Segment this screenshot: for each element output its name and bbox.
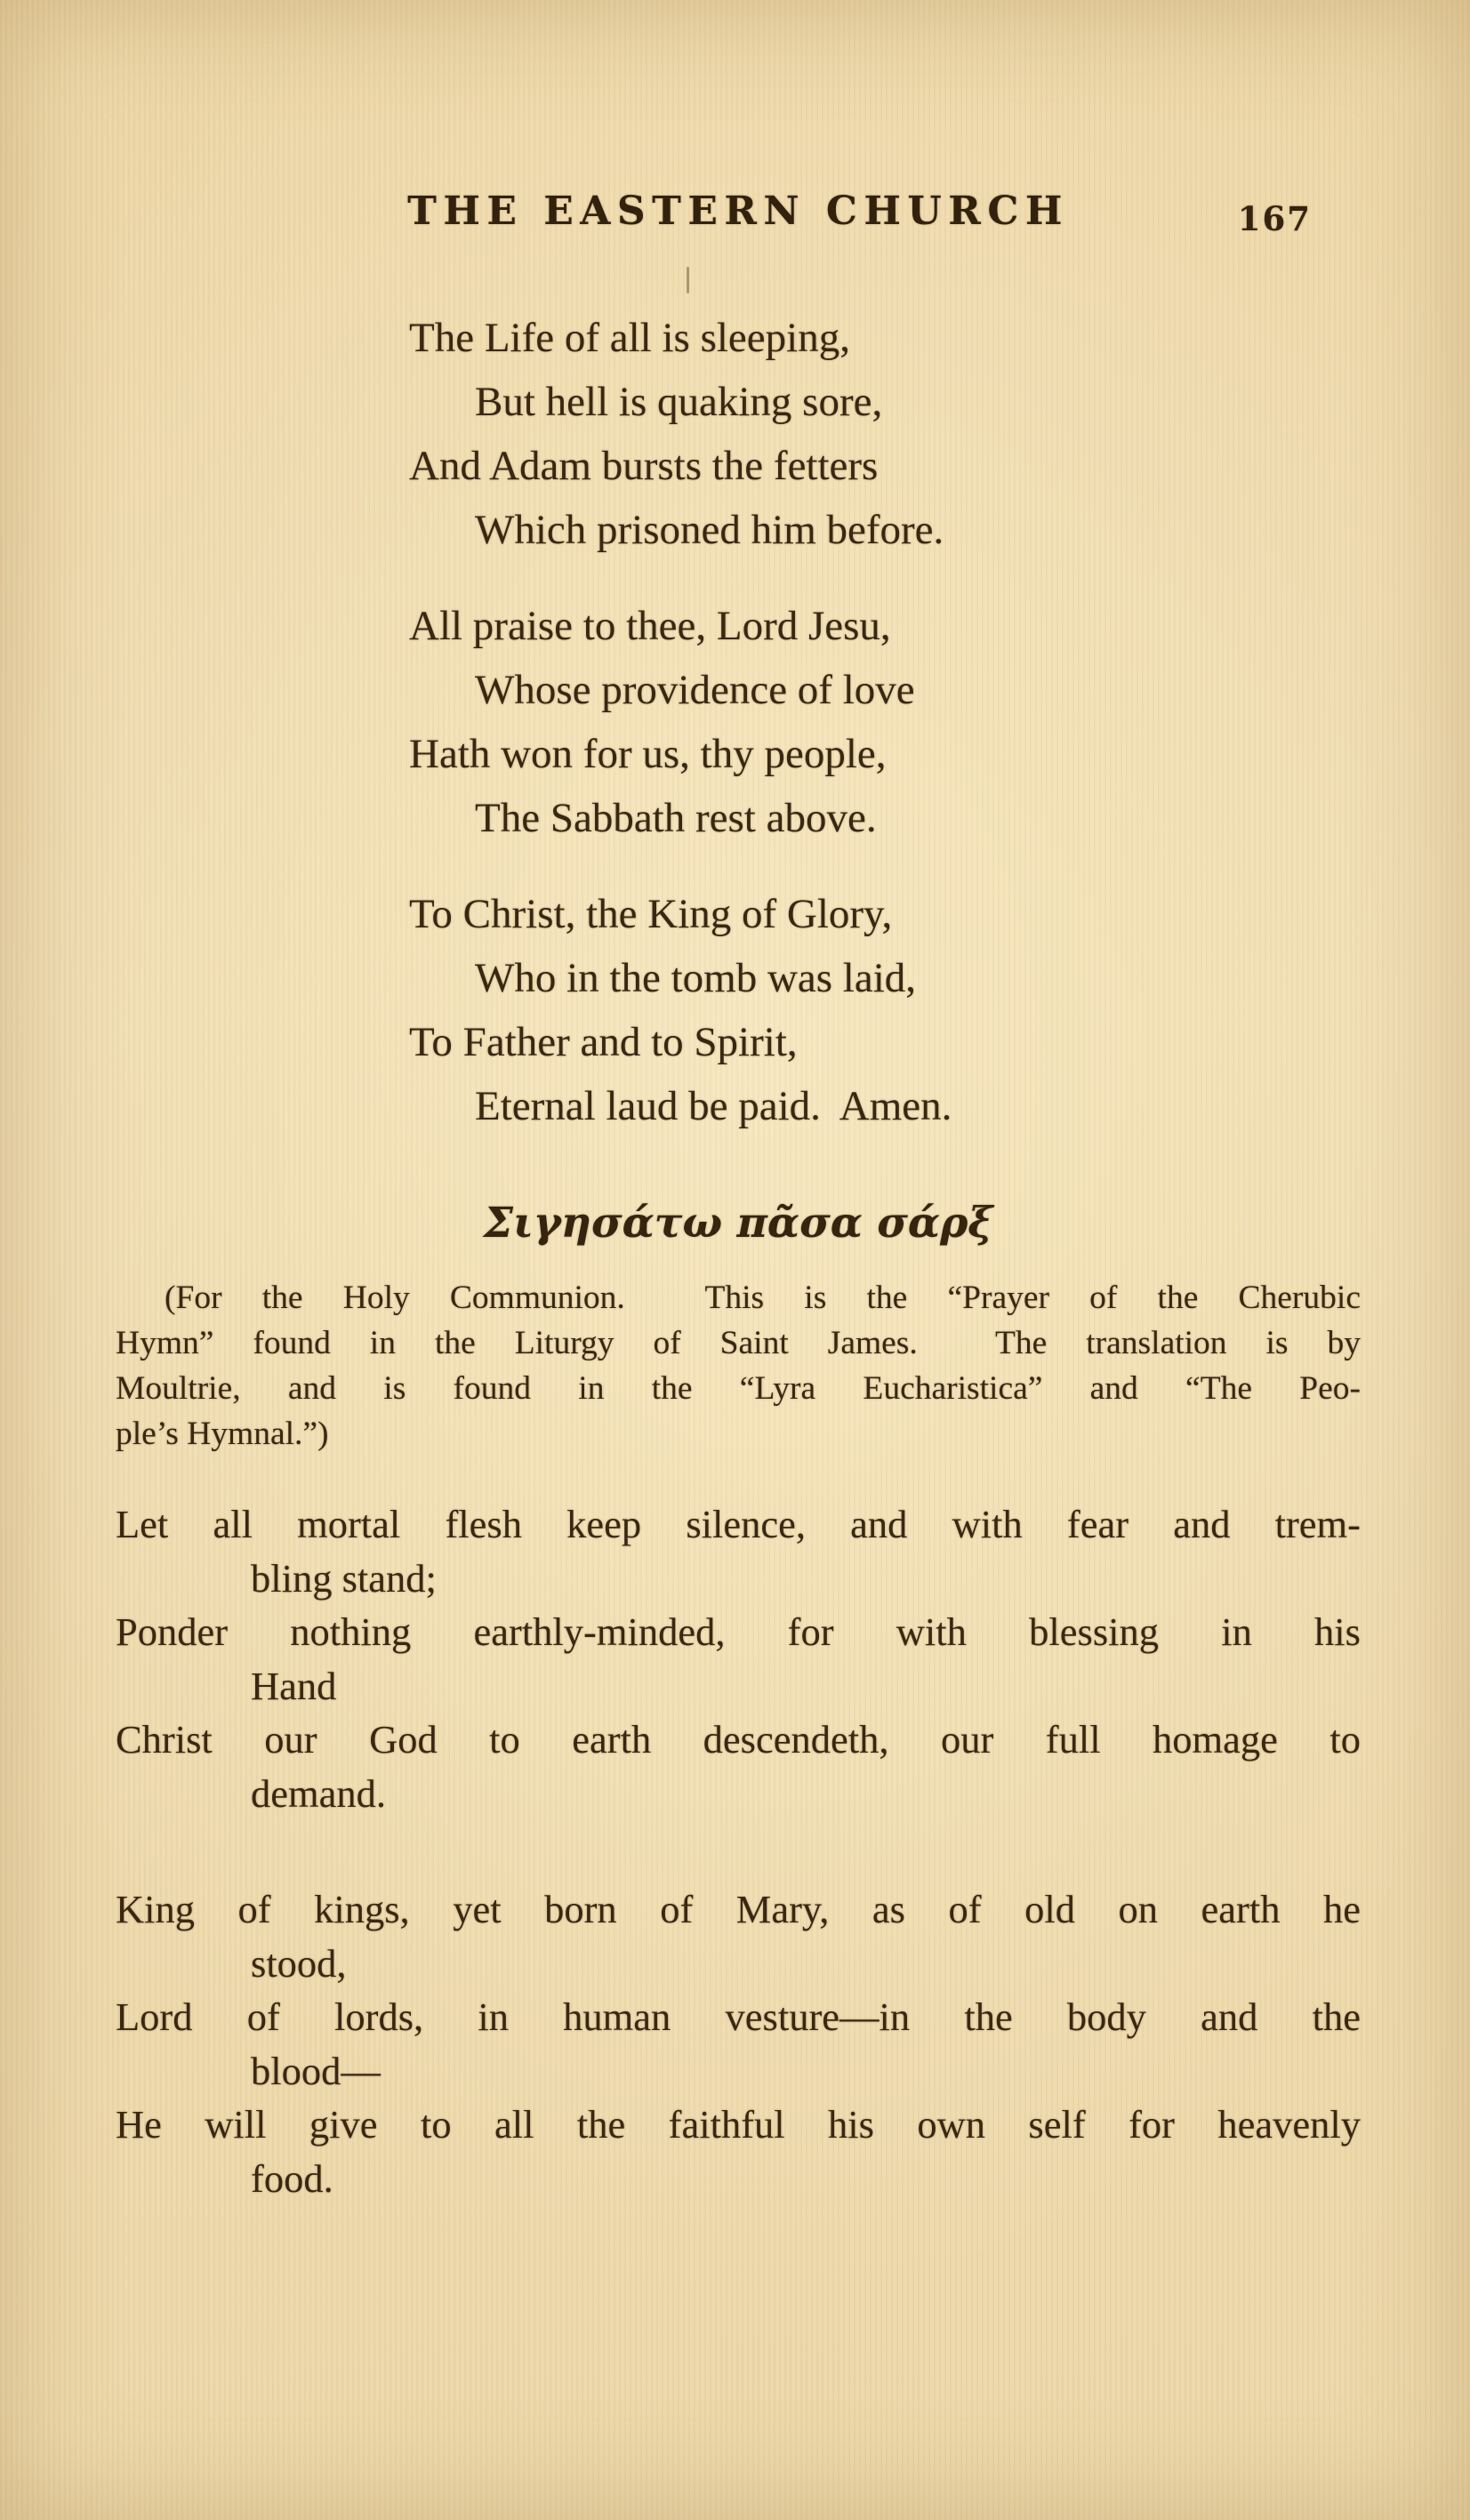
stanza-line: bling stand; [251, 1555, 437, 1601]
stanza-line: King of kings, yet born of Mary, as of old on earth he [116, 1887, 1361, 1931]
note-line: ple’s Hymnal.”) [116, 1416, 329, 1452]
hymn-verses-section [409, 306, 1361, 1138]
note-line: (For the Holy Communion. This is the “Prayer of the Cherubic [165, 1280, 1361, 1316]
verse-line: Hath won for us, thy people, [409, 731, 887, 777]
verse-line: But hell is quaking sore, [475, 379, 883, 425]
verse-line: All praise to thee, Lord Jesu, [409, 603, 891, 649]
stanza-line: Christ our God to earth descendeth, our full homage to [116, 1717, 1361, 1762]
hymn-stanza-2 [116, 1882, 1361, 2205]
hymn-stanza-1 [116, 1497, 1361, 1820]
note-line: Hymn” found in the Liturgy of Saint James. The translation is by [116, 1325, 1361, 1361]
verse-line: To Christ, the King of Glory, [409, 891, 893, 937]
greek-heading: Σιγησάτω πᾶσα σάρξ [483, 1199, 993, 1248]
stanza-line: food. [251, 2155, 333, 2201]
page-number: 167 [1237, 199, 1312, 238]
verse-line: To Father and to Spirit, [409, 1019, 798, 1065]
verse-line: And Adam bursts the fetters [409, 443, 879, 489]
stanza-line: stood, [251, 1940, 347, 1986]
stanza-line: Lord of lords, in human vesture—in the body and the [116, 1994, 1361, 2039]
stanza-line: demand. [251, 1770, 386, 1816]
verse-2 [409, 594, 1361, 850]
verse-1 [409, 306, 1361, 562]
verse-line: Eternal laud be paid. Amen. [475, 1083, 952, 1129]
verse-line: Who in the tomb was laid, [475, 955, 917, 1001]
liturgy-note [116, 1275, 1361, 1457]
text-column [116, 0, 1361, 2205]
stanza-line: blood— [251, 2048, 381, 2093]
stanza-line: He will give to all the faithful his own self for heavenly [116, 2102, 1361, 2147]
verse-line: The Life of all is sleeping, [409, 315, 850, 361]
page-header [116, 189, 1361, 242]
verse-line: Whose providence of love [475, 667, 915, 713]
stanza-line: Ponder nothing earthly-minded, for with blessing in his [116, 1609, 1361, 1654]
stanza-line: Hand [251, 1663, 337, 1708]
verse-line: The Sabbath rest above. [475, 795, 877, 841]
stanza-line: Let all mortal flesh keep silence, and with fear and trem- [116, 1502, 1361, 1546]
scan-artifact-mark [687, 267, 689, 293]
verse-line: Which prisoned him before. [475, 507, 944, 553]
note-line: Moultrie, and is found in the “Lyra Eucharistica” and “The Peo- [116, 1370, 1361, 1407]
running-title: THE EASTERN CHURCH [407, 189, 1069, 234]
verse-3 [409, 882, 1361, 1138]
